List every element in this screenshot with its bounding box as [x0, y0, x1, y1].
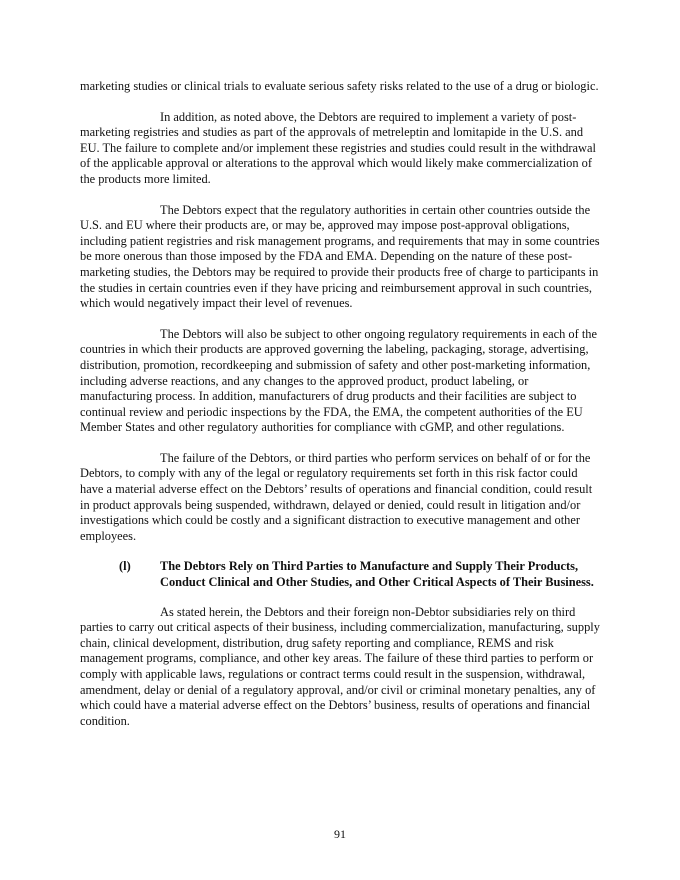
page-number: 91 [334, 827, 346, 841]
paragraph-other-countries-obligations: The Debtors expect that the regulatory authorities in certain other countries outside the U.S. and EU where their products are, or may be, approved may impose post-approval obligations, including patient registries and risk management programs, and requirements that may in some countries be more onerous than those imposed by the FDA and EMA. Depending on the nature of these post-marketing studies, the Debtors may be required to provide their products free of charge to participants in the studies in certain countries even if they have pricing and reimbursement approval in such countries, which would negatively impact their level of revenues. [80, 202, 600, 311]
document-page [80, 79, 601, 744]
section-heading-title: The Debtors Rely on Third Parties to Manufacture and Supply Their Products, Conduct Clinical and Other Studies, and Other Critical Aspects of Their Business. [160, 559, 594, 590]
paragraph-continuation: marketing studies or clinical trials to evaluate serious safety risks related to the use of a drug or biologic. [80, 79, 599, 93]
paragraph-ongoing-regulatory-requirements: The Debtors will also be subject to other ongoing regulatory requirements in each of the countries in which their products are approved governing the labeling, packaging, storage, advertising, distribution, promotion, recordkeeping and submission of safety and other post-marketing information, including adverse reactions, and any changes to the approved product, product labeling, or manufacturing process. In addition, manufacturers of drug products and their facilities are subject to continual review and periodic inspections by the FDA, the EMA, the competent authorities of the EU Member States and other regulatory authorities for compliance with cGMP, and other regulations. [80, 326, 597, 435]
paragraph-post-marketing-registries: In addition, as noted above, the Debtors are required to implement a variety of post-marketing registries and studies as part of the approvals of metreleptin and lomitapide in the U.S. and EU. The failure to complete and/or implement these registries and studies could result in the withdrawal of the applicable approval or alterations to the approval which would likely make commercialization of the products more limited. [80, 109, 596, 186]
section-heading-number: (l) [119, 559, 131, 574]
paragraph-third-parties: As stated herein, the Debtors and their foreign non-Debtor subsidiaries rely on third parties to carry out critical aspects of their business, including commercialization, manufacturing, supply chain, clinical development, distribution, drug safety reporting and compliance, REMS and risk management programs, compliance, and other key areas. The failure of these third parties to perform or comply with applicable laws, regulations or contract terms could result in the suspension, withdrawal, amendment, delay or denial of a regulatory approval, and/or civil or criminal monetary penalties, any of which could have a material adverse effect on the Debtors’ business, results of operations and financial condition. [80, 604, 600, 728]
section-heading [80, 559, 601, 590]
paragraph-failure-to-comply: The failure of the Debtors, or third parties who perform services on behalf of or for the Debtors, to comply with any of the legal or regulatory requirements set forth in this risk factor could have a material adverse effect on the Debtors’ results of operations and financial condition, could result in product approvals being suspended, withdrawn, delayed or denied, could result in litigation and/or investigations which could be costly and a significant distraction to executive management and other employees. [80, 450, 593, 543]
